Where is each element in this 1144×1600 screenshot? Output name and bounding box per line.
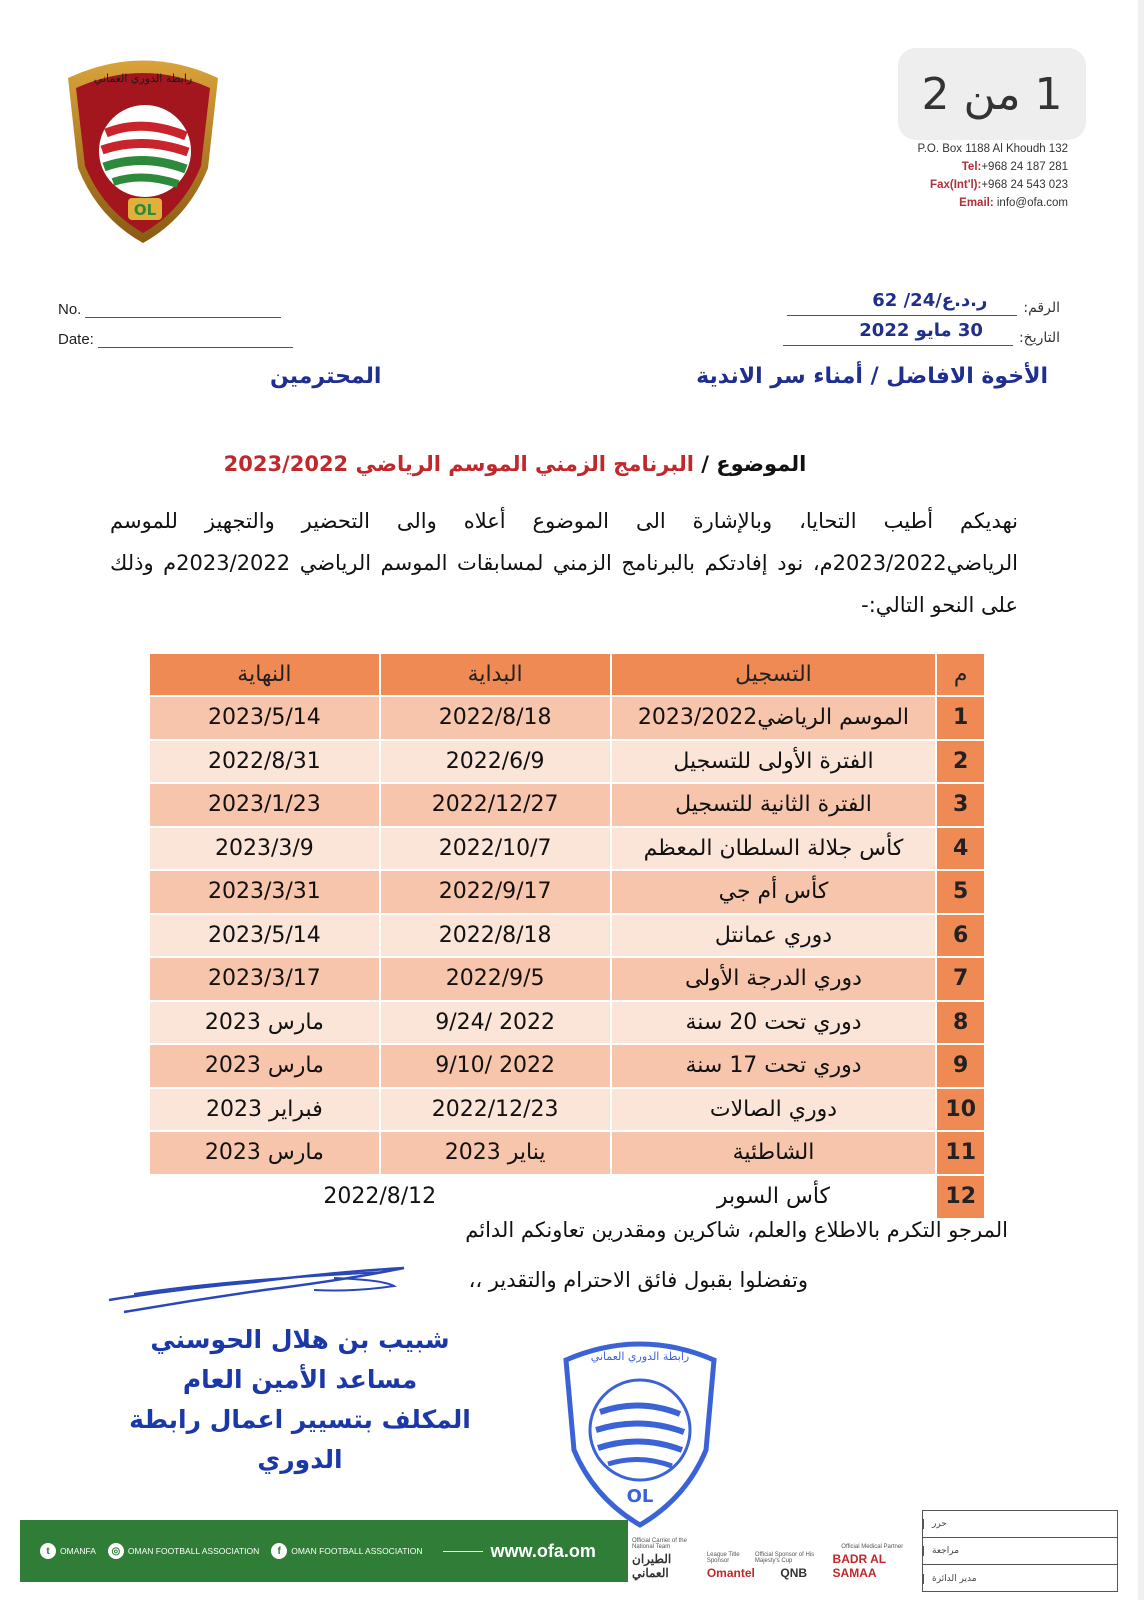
row-end: 2023/5/14 bbox=[149, 696, 380, 740]
date-ar-value: 30 مايو 2022 bbox=[783, 320, 1013, 346]
handwritten-signature bbox=[104, 1260, 414, 1320]
row-name: كأس جلالة السلطان المعظم bbox=[611, 827, 937, 871]
footer-divider bbox=[443, 1551, 483, 1552]
respect-closing: المحترمين bbox=[270, 364, 382, 389]
signer-title: مساعد الأمين العام bbox=[182, 1365, 418, 1394]
row-start: 2022 /9/10 bbox=[380, 1044, 611, 1088]
review-row: مدير الدائرة bbox=[923, 1565, 1117, 1592]
table-row bbox=[149, 914, 985, 958]
signer-role: المكلف بتسيير اعمال رابطة الدوري bbox=[129, 1405, 471, 1474]
fax-line: Fax(Int'l):+968 24 543 023 bbox=[930, 179, 1068, 191]
row-name: دوري تحت 20 سنة bbox=[611, 1001, 937, 1045]
signer-block bbox=[100, 1320, 500, 1480]
table-row bbox=[149, 957, 985, 1001]
social-twitter[interactable]: t OMANFA bbox=[40, 1543, 96, 1559]
row-start: يناير 2023 bbox=[380, 1131, 611, 1175]
row-start: 2022/6/9 bbox=[380, 740, 611, 784]
row-name: كأس أم جي bbox=[611, 870, 937, 914]
email-line: Email: info@ofa.com bbox=[959, 197, 1068, 209]
row-num: 12 bbox=[936, 1175, 985, 1219]
review-row: حرر bbox=[923, 1511, 1117, 1538]
tel-line: Tel:+968 24 187 281 bbox=[961, 161, 1068, 173]
row-num: 3 bbox=[936, 783, 985, 827]
table-row bbox=[149, 783, 985, 827]
svg-text:رابطة الدوري العماني: رابطة الدوري العماني bbox=[590, 1350, 690, 1363]
table-row bbox=[149, 1044, 985, 1088]
footer-bar bbox=[20, 1520, 628, 1582]
table-row bbox=[149, 827, 985, 871]
table-header-row bbox=[149, 654, 985, 696]
row-num: 4 bbox=[936, 827, 985, 871]
closing-line-1: المرجو التكرم بالاطلاع والعلم، شاكرين ومقدرين تعاونكم الدائم bbox=[465, 1218, 1008, 1242]
contact-info bbox=[918, 140, 1068, 212]
table-row bbox=[149, 740, 985, 784]
row-end: 2023/3/9 bbox=[149, 827, 380, 871]
row-merged-date: 2022/8/12 bbox=[149, 1175, 611, 1219]
date-line bbox=[98, 330, 293, 348]
row-name: الفترة الأولى للتسجيل bbox=[611, 740, 937, 784]
closing-line-2: وتفضلوا بقبول فائق الاحترام والتقدير ،، bbox=[468, 1268, 808, 1292]
sponsor-item: Official Carrier of the National Team الطيران العماني bbox=[632, 1538, 687, 1580]
table-row bbox=[149, 696, 985, 740]
svg-text:رابطة الدوري العماني: رابطة الدوري العماني bbox=[93, 72, 193, 85]
facebook-icon: f bbox=[271, 1543, 287, 1559]
header-start: البداية bbox=[380, 654, 611, 696]
date-label: Date: bbox=[58, 331, 94, 348]
row-end: 2023/1/23 bbox=[149, 783, 380, 827]
subject-text: البرنامج الزمني الموسم الرياضي 2023/2022 bbox=[223, 452, 694, 476]
sponsor-item: Official Medical Partner BADR AL SAMAA bbox=[832, 1544, 904, 1580]
header-num: م bbox=[936, 654, 985, 696]
row-start: 2022/12/23 bbox=[380, 1088, 611, 1132]
twitter-icon: t bbox=[40, 1543, 56, 1559]
row-start: 2022/12/27 bbox=[380, 783, 611, 827]
row-num: 10 bbox=[936, 1088, 985, 1132]
row-num: 2 bbox=[936, 740, 985, 784]
row-name: كأس السوبر bbox=[611, 1175, 937, 1219]
row-end: مارس 2023 bbox=[149, 1044, 380, 1088]
row-start: 2022/9/5 bbox=[380, 957, 611, 1001]
ref-right bbox=[783, 286, 1060, 346]
ref-left bbox=[58, 288, 293, 348]
official-stamp bbox=[556, 1330, 724, 1530]
row-end: 2023/3/31 bbox=[149, 870, 380, 914]
row-num: 1 bbox=[936, 696, 985, 740]
row-name: دوري الصالات bbox=[611, 1088, 937, 1132]
row-start: 2022 /9/24 bbox=[380, 1001, 611, 1045]
social-instagram[interactable]: ◎ OMAN FOOTBALL ASSOCIATION bbox=[108, 1543, 259, 1559]
row-start: 2022/9/17 bbox=[380, 870, 611, 914]
row-num: 6 bbox=[936, 914, 985, 958]
row-name: الفترة الثانية للتسجيل bbox=[611, 783, 937, 827]
row-num: 8 bbox=[936, 1001, 985, 1045]
sponsor-item: League Title Sponsor Omantel bbox=[706, 1552, 755, 1580]
header-name: التسجيل bbox=[611, 654, 937, 696]
row-end: 2023/3/17 bbox=[149, 957, 380, 1001]
row-end: فبراير 2023 bbox=[149, 1088, 380, 1132]
table-row bbox=[149, 1131, 985, 1175]
date-ar-label: التاريخ: bbox=[1018, 330, 1060, 346]
table-row bbox=[149, 1001, 985, 1045]
row-num: 9 bbox=[936, 1044, 985, 1088]
row-end: 2023/5/14 bbox=[149, 914, 380, 958]
no-label: No. bbox=[58, 301, 82, 318]
subject-line bbox=[150, 452, 880, 476]
row-start: 2022/8/18 bbox=[380, 914, 611, 958]
sponsors-strip bbox=[632, 1530, 912, 1580]
table-row bbox=[149, 1088, 985, 1132]
table-row bbox=[149, 870, 985, 914]
page-counter: 1 من 2 bbox=[898, 48, 1086, 140]
row-end: مارس 2023 bbox=[149, 1131, 380, 1175]
row-start: 2022/10/7 bbox=[380, 827, 611, 871]
sponsor-item: Official Sponsor of His Majesty's Cup QNB bbox=[754, 1552, 815, 1580]
review-box bbox=[922, 1510, 1118, 1592]
row-name: الشاطئية bbox=[611, 1131, 937, 1175]
row-start: 2022/8/18 bbox=[380, 696, 611, 740]
row-end: مارس 2023 bbox=[149, 1001, 380, 1045]
row-num: 7 bbox=[936, 957, 985, 1001]
svg-text:OL: OL bbox=[133, 201, 157, 219]
row-name: دوري الدرجة الأولى bbox=[611, 957, 937, 1001]
website-link[interactable]: www.ofa.om bbox=[490, 1540, 596, 1561]
subject-label: الموضوع / bbox=[701, 452, 807, 476]
row-num: 11 bbox=[936, 1131, 985, 1175]
row-end: 2022/8/31 bbox=[149, 740, 380, 784]
header-end: النهاية bbox=[149, 654, 380, 696]
league-logo bbox=[58, 48, 228, 248]
addressee: الأخوة الافاضل / أمناء سر الاندية bbox=[696, 364, 1048, 389]
table-row bbox=[149, 1175, 985, 1219]
row-name: دوري عمانتل bbox=[611, 914, 937, 958]
svg-text:OL: OL bbox=[626, 1486, 654, 1507]
schedule-table bbox=[148, 654, 986, 1218]
row-name: دوري تحت 17 سنة bbox=[611, 1044, 937, 1088]
signer-name: شبيب بن هلال الحوسني bbox=[150, 1325, 450, 1354]
ref-label: الرقم: bbox=[1023, 300, 1060, 316]
social-facebook[interactable]: f OMAN FOOTBALL ASSOCIATION bbox=[271, 1543, 422, 1559]
no-line bbox=[85, 300, 281, 318]
ref-value: ر.د.ع/24/ 62 bbox=[787, 290, 1017, 316]
review-row: مراجعة bbox=[923, 1538, 1117, 1565]
row-num: 5 bbox=[936, 870, 985, 914]
row-name: الموسم الرياضي2023/2022 bbox=[611, 696, 937, 740]
instagram-icon: ◎ bbox=[108, 1543, 124, 1559]
pobox: P.O. Box 1188 Al Khoudh 132 bbox=[917, 143, 1068, 155]
body-paragraph: نهديكم أطيب التحايا، وبالإشارة الى الموضوع أعلاه والى التحضير والتجهيز للموسم الرياضي2023/2022م، نود إفادتكم بالبرنامج الزمني لمسابقات الموسم الرياضي 2023/2022م وذلك على النحو التالي:- bbox=[110, 509, 1018, 617]
